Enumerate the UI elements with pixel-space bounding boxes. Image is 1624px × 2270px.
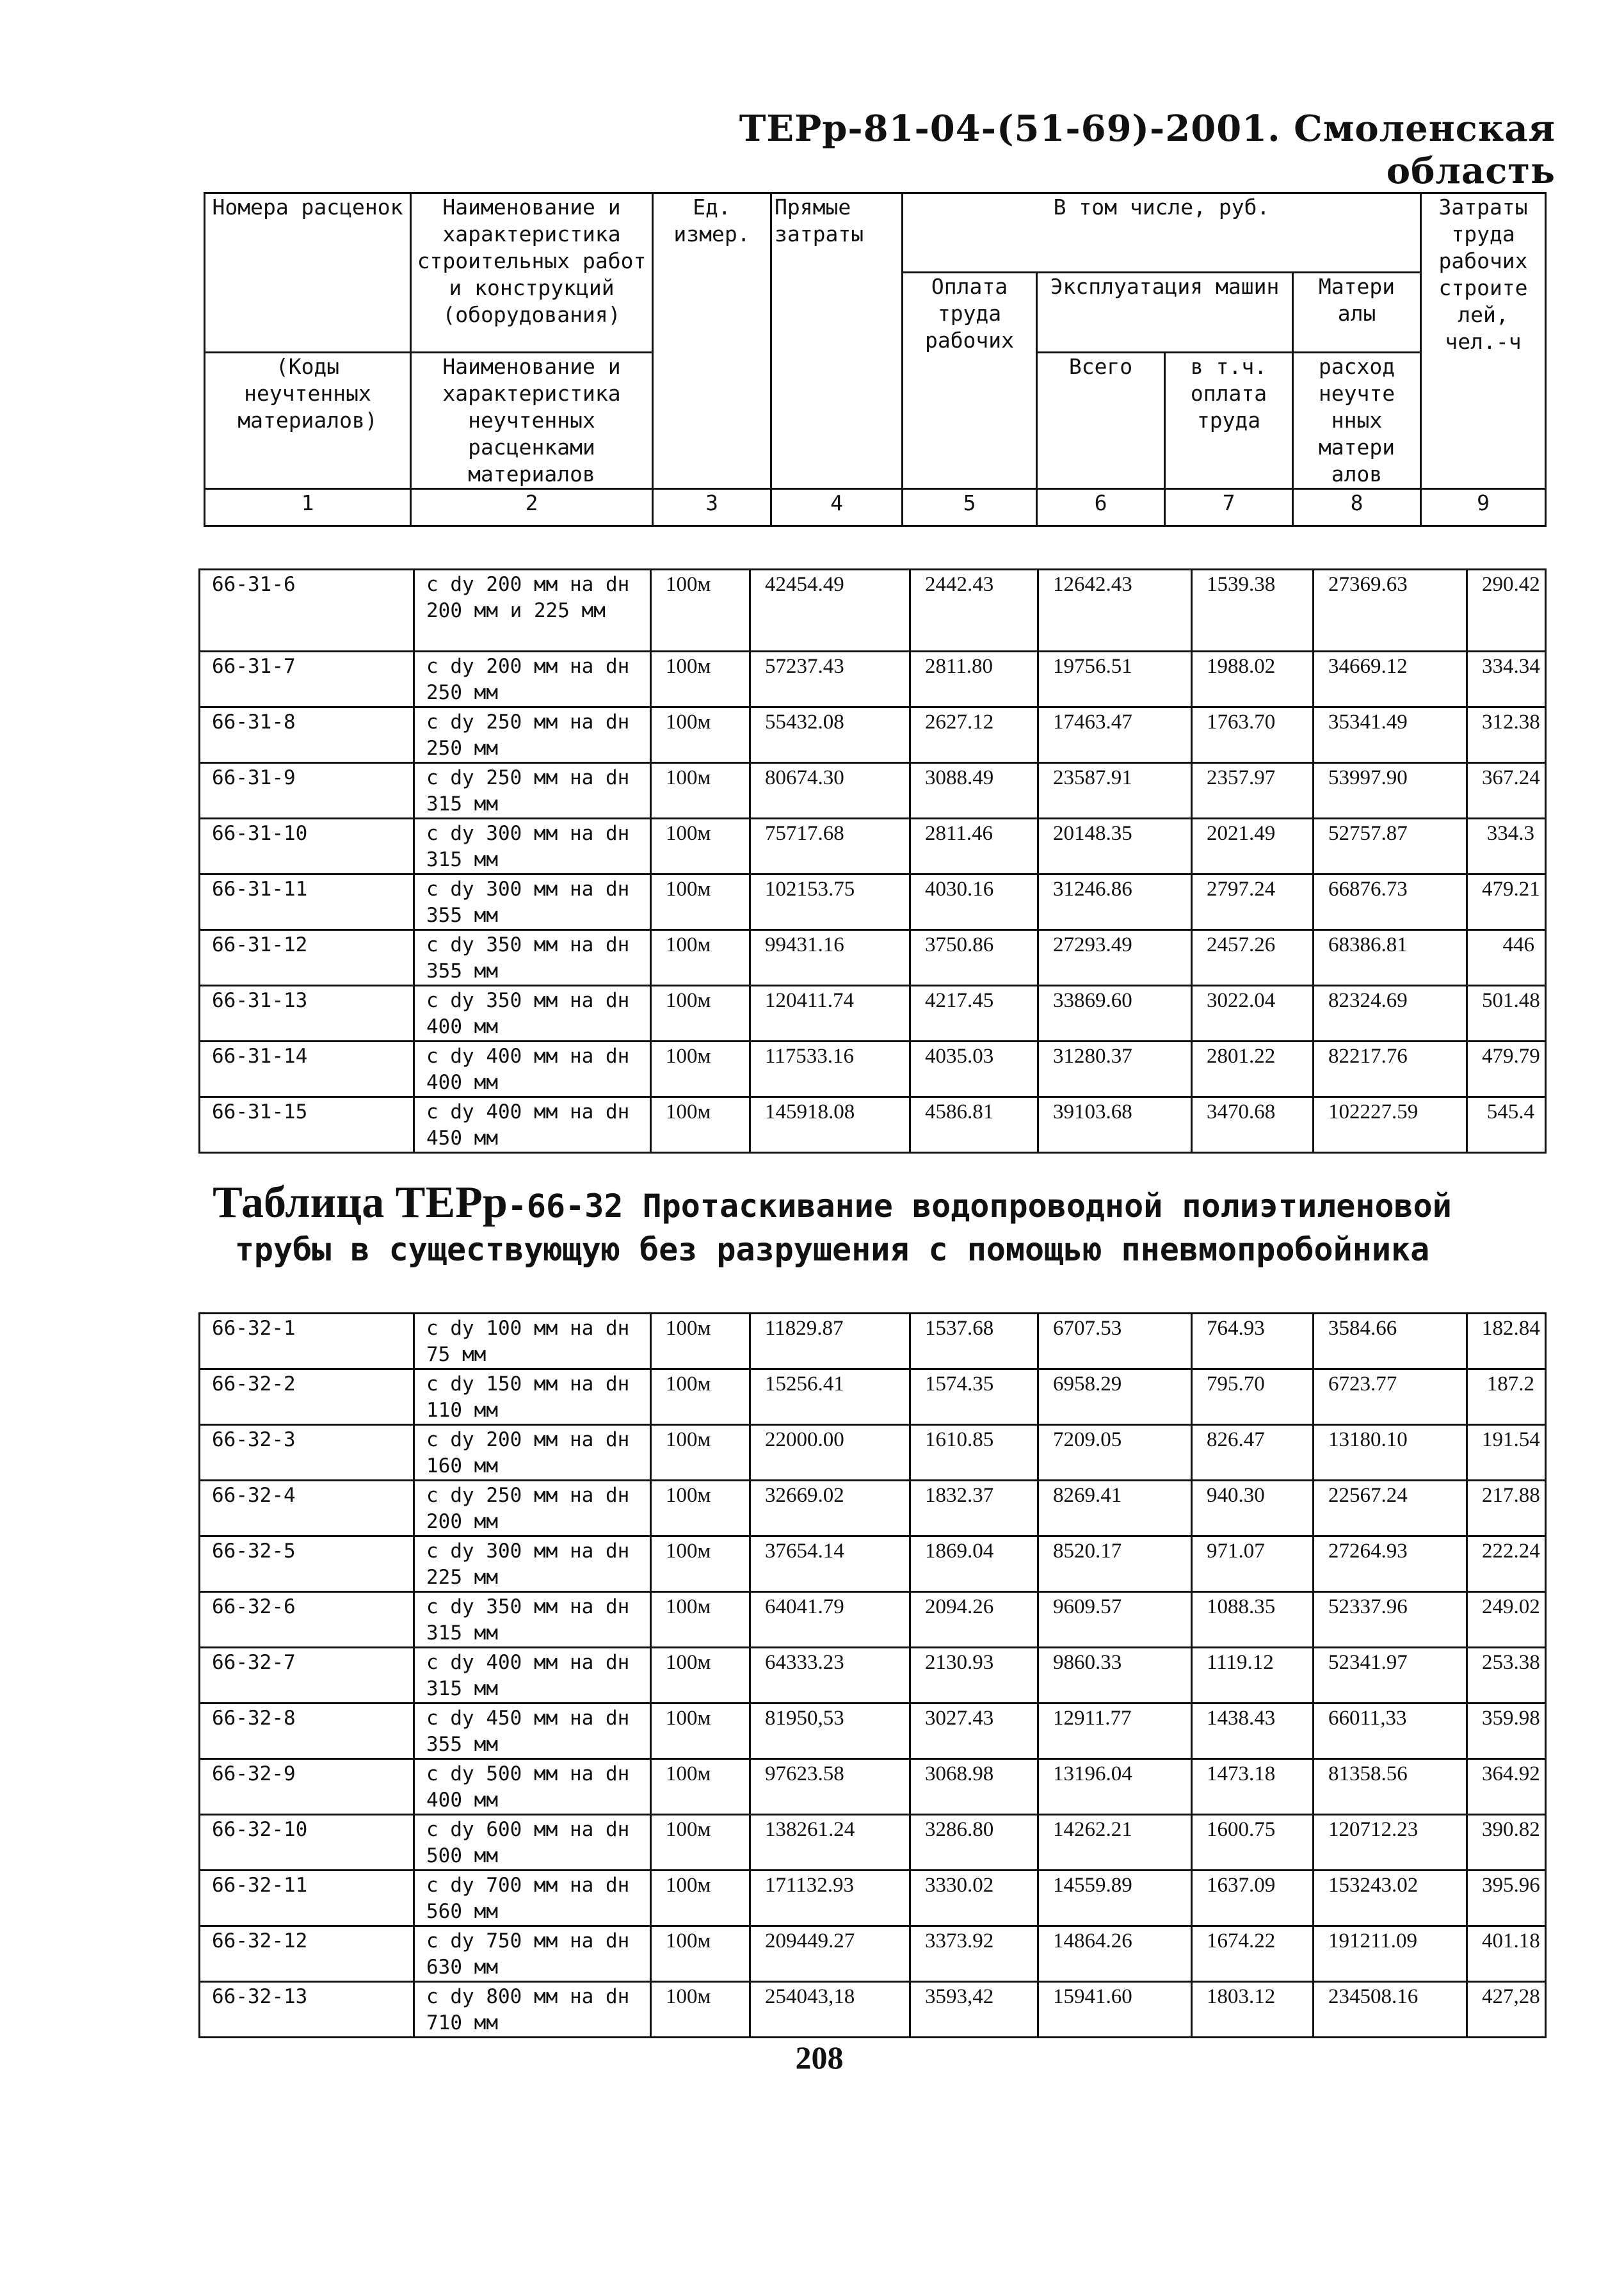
cell-mach-pay: 2021.49 [1192,819,1314,874]
cell-mach-pay: 1473.18 [1192,1759,1314,1815]
cell-labor: 446 [1467,930,1546,986]
cell-mat: 234508.16 [1314,1982,1467,2038]
cell-mach-pay: 1088.35 [1192,1592,1314,1648]
cell-code: 66-31-10 [200,819,414,874]
table-66-32 [198,1312,1547,2038]
cell-name: с dy 250 мм на dн 200 мм [414,1481,651,1536]
cell-direct: 120411.74 [750,986,910,1042]
cell-name: с dy 350 мм на dн 400 мм [414,986,651,1042]
cell-code: 66-32-12 [200,1926,414,1982]
cell-direct: 22000.00 [750,1425,910,1481]
cell-code: 66-32-2 [200,1369,414,1425]
cell-direct: 15256.41 [750,1369,910,1425]
col1-bottom-header: (Коды неучтенных материалов) [205,353,411,489]
cell-mat: 6723.77 [1314,1369,1467,1425]
cell-mat: 102227.59 [1314,1097,1467,1153]
cell-pay: 1832.37 [910,1481,1038,1536]
cell-direct: 32669.02 [750,1481,910,1536]
cell-direct: 80674.30 [750,763,910,819]
cell-pay: 3593,42 [910,1982,1038,2038]
cell-code: 66-32-13 [200,1982,414,2038]
cell-code: 66-32-4 [200,1481,414,1536]
cell-mach: 33869.60 [1038,986,1192,1042]
cell-mat: 191211.09 [1314,1926,1467,1982]
table-row [200,1703,1546,1759]
cell-direct: 99431.16 [750,930,910,986]
cell-direct: 57237.43 [750,652,910,707]
cell-unit: 100м [651,763,750,819]
col-number: 1 [205,489,411,526]
table-row [200,1815,1546,1871]
cell-direct: 37654.14 [750,1536,910,1592]
cell-name: с dy 300 мм на dн 315 мм [414,819,651,874]
cell-name: с dy 300 мм на dн 225 мм [414,1536,651,1592]
machines-total-header: Всего [1037,353,1165,489]
cell-mat: 27264.93 [1314,1536,1467,1592]
cell-mach-pay: 1119.12 [1192,1648,1314,1703]
col-number: 5 [903,489,1037,526]
cell-mach-pay: 1803.12 [1192,1982,1314,2038]
cell-direct: 171132.93 [750,1871,910,1926]
cell-code: 66-32-3 [200,1425,414,1481]
cell-pay: 4217.45 [910,986,1038,1042]
cell-mat: 81358.56 [1314,1759,1467,1815]
cell-labor: 182.84 [1467,1314,1546,1369]
cell-direct: 102153.75 [750,874,910,930]
cell-mach-pay: 3470.68 [1192,1097,1314,1153]
cell-name: с dy 250 мм на dн 250 мм [414,707,651,763]
cell-labor: 187.2 [1467,1369,1546,1425]
cell-direct: 42454.49 [750,570,910,652]
cell-name: с dy 300 мм на dн 355 мм [414,874,651,930]
cell-mach: 13196.04 [1038,1759,1192,1815]
cell-pay: 4586.81 [910,1097,1038,1153]
cell-mat: 68386.81 [1314,930,1467,986]
col1-top-header: Номера расценок [205,193,411,353]
cell-mach-pay: 1674.22 [1192,1926,1314,1982]
cell-labor: 359.98 [1467,1703,1546,1759]
cell-mat: 120712.23 [1314,1815,1467,1871]
table-row [200,707,1546,763]
cell-unit: 100м [651,1481,750,1536]
table-row [200,930,1546,986]
cell-mat: 34669.12 [1314,652,1467,707]
cell-code: 66-32-5 [200,1536,414,1592]
table-row [200,1425,1546,1481]
cell-pay: 2130.93 [910,1648,1038,1703]
table-66-32-title [192,1178,1472,1271]
labor-pay-header: Оплата труда рабочих [903,273,1037,489]
cell-mat: 22567.24 [1314,1481,1467,1536]
cell-pay: 1869.04 [910,1536,1038,1592]
col-number: 4 [771,489,903,526]
cell-pay: 3088.49 [910,763,1038,819]
cell-code: 66-31-14 [200,1042,414,1097]
cell-code: 66-32-6 [200,1592,414,1648]
cell-code: 66-31-8 [200,707,414,763]
cell-mach-pay: 1539.38 [1192,570,1314,652]
cell-unit: 100м [651,819,750,874]
table-row [200,874,1546,930]
cell-unit: 100м [651,1982,750,2038]
cell-pay: 4035.03 [910,1042,1038,1097]
cell-name: с dy 350 мм на dн 315 мм [414,1592,651,1648]
cell-labor: 312.38 [1467,707,1546,763]
cell-mach: 39103.68 [1038,1097,1192,1153]
table-row [200,986,1546,1042]
cell-labor: 545.4 [1467,1097,1546,1153]
cell-mach-pay: 1763.70 [1192,707,1314,763]
cell-unit: 100м [651,1648,750,1703]
cell-direct: 75717.68 [750,819,910,874]
cell-labor: 222.24 [1467,1536,1546,1592]
cell-pay: 2442.43 [910,570,1038,652]
table-title-text: Протаскивание водопроводной полиэтиленовой трубы в существующую без разрушения с помощью пневмопробойника [234,1187,1452,1268]
table-row [200,1536,1546,1592]
table-row [200,652,1546,707]
cell-mach: 9609.57 [1038,1592,1192,1648]
cell-name: с dy 400 мм на dн 450 мм [414,1097,651,1153]
cell-name: с dy 400 мм на dн 315 мм [414,1648,651,1703]
cell-labor: 395.96 [1467,1871,1546,1926]
cell-name: с dy 350 мм на dн 355 мм [414,930,651,986]
cell-mach: 20148.35 [1038,819,1192,874]
cell-direct: 55432.08 [750,707,910,763]
cell-pay: 3373.92 [910,1926,1038,1982]
machines-pay-header: в т.ч. оплата труда [1165,353,1293,489]
table-row [200,1369,1546,1425]
cell-unit: 100м [651,930,750,986]
cell-name: с dy 800 мм на dн 710 мм [414,1982,651,2038]
cell-mach: 6958.29 [1038,1369,1192,1425]
cell-mat: 66876.73 [1314,874,1467,930]
cell-mach: 23587.91 [1038,763,1192,819]
direct-costs-header: Прямые затраты [771,193,903,489]
cell-name: с dy 200 мм на dн 200 мм и 225 мм [414,570,651,652]
cell-labor: 501.48 [1467,986,1546,1042]
cell-labor: 334.3 [1467,819,1546,874]
cell-mach: 9860.33 [1038,1648,1192,1703]
cell-code: 66-32-9 [200,1759,414,1815]
cell-name: с dy 200 мм на dн 160 мм [414,1425,651,1481]
cell-name: с dy 600 мм на dн 500 мм [414,1815,651,1871]
table-row [200,1926,1546,1982]
cell-pay: 3750.86 [910,930,1038,986]
cell-direct: 209449.27 [750,1926,910,1982]
cell-mat: 53997.90 [1314,763,1467,819]
cell-mat: 52341.97 [1314,1648,1467,1703]
cell-unit: 100м [651,1703,750,1759]
table-row [200,1592,1546,1648]
cell-name: с dy 450 мм на dн 355 мм [414,1703,651,1759]
cell-unit: 100м [651,570,750,652]
cell-pay: 2627.12 [910,707,1038,763]
cell-unit: 100м [651,1926,750,1982]
table-title-prefix: Таблица ТЕРр [213,1178,508,1227]
cell-mat: 35341.49 [1314,707,1467,763]
cell-code: 66-31-15 [200,1097,414,1153]
cell-mach: 8269.41 [1038,1481,1192,1536]
including-header: В том числе, руб. [903,193,1421,273]
cell-labor: 367.24 [1467,763,1546,819]
table-row [200,819,1546,874]
cell-code: 66-32-10 [200,1815,414,1871]
cell-code: 66-32-1 [200,1314,414,1369]
cell-labor: 364.92 [1467,1759,1546,1815]
cell-name: с dy 250 мм на dн 315 мм [414,763,651,819]
cell-direct: 145918.08 [750,1097,910,1153]
cell-mach: 31246.86 [1038,874,1192,930]
cell-direct: 254043,18 [750,1982,910,2038]
cell-unit: 100м [651,1314,750,1369]
cell-code: 66-32-8 [200,1703,414,1759]
table-row [200,1481,1546,1536]
cell-unit: 100м [651,1369,750,1425]
cell-labor: 334.34 [1467,652,1546,707]
cell-mat: 52757.87 [1314,819,1467,874]
cell-labor: 479.79 [1467,1042,1546,1097]
cell-labor: 390.82 [1467,1815,1546,1871]
cell-unit: 100м [651,1042,750,1097]
cell-mat: 27369.63 [1314,570,1467,652]
cell-code: 66-32-7 [200,1648,414,1703]
cell-code: 66-31-9 [200,763,414,819]
table-row [200,1314,1546,1369]
cell-pay: 3330.02 [910,1871,1038,1926]
cell-name: с dy 750 мм на dн 630 мм [414,1926,651,1982]
cell-name: с dy 150 мм на dн 110 мм [414,1369,651,1425]
cell-unit: 100м [651,1536,750,1592]
cell-labor: 290.42 [1467,570,1546,652]
table-row [200,570,1546,652]
table-66-31 [198,568,1547,1154]
cell-code: 66-31-13 [200,986,414,1042]
cell-mach: 15941.60 [1038,1982,1192,2038]
cell-direct: 11829.87 [750,1314,910,1369]
cell-mach: 14262.21 [1038,1815,1192,1871]
cell-pay: 2094.26 [910,1592,1038,1648]
cell-mach: 31280.37 [1038,1042,1192,1097]
cell-mach-pay: 1600.75 [1192,1815,1314,1871]
cell-mach: 14864.26 [1038,1926,1192,1982]
cell-pay: 2811.80 [910,652,1038,707]
cell-unit: 100м [651,1425,750,1481]
table-row [200,1982,1546,2038]
page-number: 208 [795,2040,844,2075]
col-number: 3 [653,489,771,526]
cell-mach-pay: 764.93 [1192,1314,1314,1369]
cell-name: с dy 200 мм на dн 250 мм [414,652,651,707]
cell-code: 66-31-7 [200,652,414,707]
cell-pay: 3027.43 [910,1703,1038,1759]
col2-top-header: Наименование и характеристика строительных работ и конструкций (оборудования) [411,193,653,353]
cell-mat: 3584.66 [1314,1314,1467,1369]
cell-unit: 100м [651,986,750,1042]
table-row [200,1648,1546,1703]
cell-mach-pay: 1988.02 [1192,652,1314,707]
cell-code: 66-31-12 [200,930,414,986]
cell-mach-pay: 940.30 [1192,1481,1314,1536]
cell-mach-pay: 3022.04 [1192,986,1314,1042]
unaccounted-header: расход неучте нных матери алов [1293,353,1421,489]
page-header: ТЕРр-81-04-(51-69)-2001. Смоленская область [739,108,1556,192]
cell-mach: 7209.05 [1038,1425,1192,1481]
cell-mach-pay: 1637.09 [1192,1871,1314,1926]
col-number: 2 [411,489,653,526]
cell-labor: 249.02 [1467,1592,1546,1648]
cell-mach-pay: 2457.26 [1192,930,1314,986]
cell-pay: 3068.98 [910,1759,1038,1815]
cell-mach-pay: 795.70 [1192,1369,1314,1425]
col-number: 7 [1165,489,1293,526]
cell-mach-pay: 2797.24 [1192,874,1314,930]
materials-header: Матери алы [1293,273,1421,353]
table-row [200,1097,1546,1153]
col-number: 6 [1037,489,1165,526]
cell-mach: 14559.89 [1038,1871,1192,1926]
cell-unit: 100м [651,1592,750,1648]
cell-mach: 27293.49 [1038,930,1192,986]
cell-pay: 1610.85 [910,1425,1038,1481]
cell-labor: 427,28 [1467,1982,1546,2038]
cell-pay: 1537.68 [910,1314,1038,1369]
cell-direct: 64333.23 [750,1648,910,1703]
cell-mat: 66011,33 [1314,1703,1467,1759]
cell-mat: 13180.10 [1314,1425,1467,1481]
cell-unit: 100м [651,874,750,930]
unit-header: Ед. измер. [653,193,771,489]
cell-direct: 117533.16 [750,1042,910,1097]
cell-unit: 100м [651,1815,750,1871]
cell-direct: 81950,53 [750,1703,910,1759]
cell-mat: 82217.76 [1314,1042,1467,1097]
cell-mach: 12642.43 [1038,570,1192,652]
table-row [200,1042,1546,1097]
cell-name: с dy 100 мм на dн 75 мм [414,1314,651,1369]
cell-unit: 100м [651,1759,750,1815]
cell-pay: 3286.80 [910,1815,1038,1871]
column-header-table [204,192,1547,527]
cell-unit: 100м [651,1871,750,1926]
cell-unit: 100м [651,1097,750,1153]
cell-name: с dy 700 мм на dн 560 мм [414,1871,651,1926]
cell-mach: 19756.51 [1038,652,1192,707]
cell-labor: 401.18 [1467,1926,1546,1982]
table-row [200,1871,1546,1926]
cell-labor: 479.21 [1467,874,1546,930]
col2-bottom-header: Наименование и характеристика неучтенных расценками материалов [411,353,653,489]
col-number: 9 [1421,489,1546,526]
cell-mat: 153243.02 [1314,1871,1467,1926]
cell-unit: 100м [651,707,750,763]
cell-direct: 138261.24 [750,1815,910,1871]
cell-pay: 2811.46 [910,819,1038,874]
cell-labor: 217.88 [1467,1481,1546,1536]
cell-code: 66-32-11 [200,1871,414,1926]
cell-mach-pay: 971.07 [1192,1536,1314,1592]
cell-mat: 52337.96 [1314,1592,1467,1648]
cell-mach-pay: 2357.97 [1192,763,1314,819]
cell-unit: 100м [651,652,750,707]
cell-pay: 1574.35 [910,1369,1038,1425]
cell-mach: 8520.17 [1038,1536,1192,1592]
cell-mach-pay: 1438.43 [1192,1703,1314,1759]
machines-header: Эксплуатация машин [1037,273,1293,353]
cell-mach: 12911.77 [1038,1703,1192,1759]
table-title-number: -66-32 [507,1187,623,1225]
cell-code: 66-31-11 [200,874,414,930]
table-row [200,763,1546,819]
cell-name: с dy 400 мм на dн 400 мм [414,1042,651,1097]
cell-name: с dy 500 мм на dн 400 мм [414,1759,651,1815]
table-row [200,1759,1546,1815]
cell-mach: 6707.53 [1038,1314,1192,1369]
cell-direct: 97623.58 [750,1759,910,1815]
cell-mach: 17463.47 [1038,707,1192,763]
cell-direct: 64041.79 [750,1592,910,1648]
cell-labor: 191.54 [1467,1425,1546,1481]
cell-code: 66-31-6 [200,570,414,652]
cell-pay: 4030.16 [910,874,1038,930]
cell-mach-pay: 826.47 [1192,1425,1314,1481]
cell-labor: 253.38 [1467,1648,1546,1703]
col-number: 8 [1293,489,1421,526]
labor-cost-header: Затраты труда рабочих строите лей, чел.-ч [1421,193,1546,489]
cell-mach-pay: 2801.22 [1192,1042,1314,1097]
cell-mat: 82324.69 [1314,986,1467,1042]
